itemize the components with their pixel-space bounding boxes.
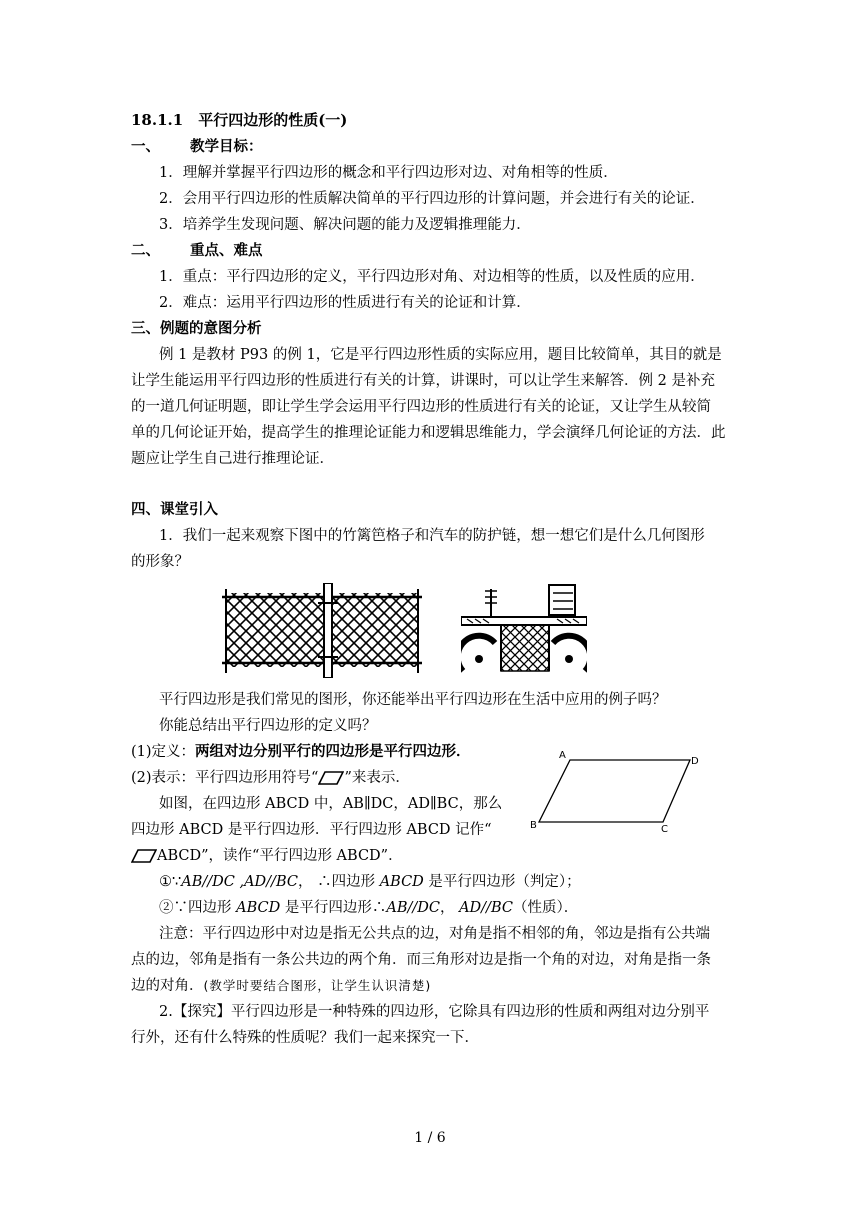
prompt-line-1: 平行四边形是我们常见的图形，你还能举出平行四边形在生活中应用的例子吗？ (159, 692, 667, 708)
therefore-text: ， ∴四边形 (297, 874, 380, 890)
property-ad-bc: AD//BC (459, 900, 513, 916)
example-line-2: 四边形 ABCD 是平行四边形．平行四边形 ABCD 记作“ (131, 822, 492, 838)
representation-end: ”来表示． (344, 770, 410, 786)
definition-text: 两组对边分别平行的四边形是平行四边形． (195, 743, 471, 760)
section-1-number: 一、 (131, 138, 160, 155)
property-middle: 是平行四边形∴ (280, 900, 387, 916)
analysis-line-1: 例 1 是教材 P93 的例 1，它是平行四边形性质的实际应用，题目比较简单，其目的就是 (159, 347, 722, 363)
definition-label: (1)定义： (131, 744, 196, 760)
definition (131, 742, 471, 762)
truck-chain-image (461, 583, 587, 675)
section-2-heading: 重点、难点 (190, 242, 263, 259)
page-number: 1 / 6 (414, 1130, 446, 1146)
note-line-3 (131, 976, 431, 996)
key-point-2: 2．难点：运用平行四边形的性质进行有关的论证和计算． (159, 295, 531, 311)
explore-line-1: 2.【探究】平行四边形是一种特殊的四边形，它除具有四边形的性质和两组对边分别平 (159, 1004, 710, 1020)
parallelogram-symbol-icon (318, 771, 344, 785)
property-prefix: ②∵四边形 (159, 900, 237, 916)
note-line-3-text: 边的对角． (131, 978, 204, 994)
prompt-line-2: 你能总结出平行四边形的定义吗？ (159, 718, 377, 734)
vertex-d-label: D (691, 756, 699, 767)
vertex-b-label: B (530, 820, 537, 831)
key-point-1: 1．重点：平行四边形的定义，平行四边形对角、对边相等的性质，以及性质的应用． (159, 269, 705, 285)
property-sep: ， (439, 900, 460, 916)
page-title: 18.1.1 平行四边形的性质(一) (131, 111, 348, 129)
bamboo-fence-image (222, 583, 422, 678)
property-ab-dc: AB//DC (386, 900, 440, 916)
representation (131, 768, 410, 788)
example-line-1: 如图，在四边形 ABCD 中，AB∥DC，AD∥BC，那么 (159, 796, 503, 812)
property-line (159, 898, 578, 918)
section-2-number: 二、 (131, 242, 160, 259)
representation-label: (2)表示：平行四边形用符号“ (131, 770, 319, 786)
question-1-line-2: 的形象？ (131, 554, 189, 570)
note-line-1: 注意：平行四边形中对边是指无公共点的边，对角是指不相邻的角，邻边是指有公共端 (159, 926, 710, 942)
judgment-condition: AB//DC ,AD//BC (181, 874, 298, 890)
judgment-line (159, 872, 581, 892)
analysis-line-2: 让学生能运用平行四边形的性质进行有关的计算，讲课时，可以让学生来解答．例 2 是补充 (131, 373, 715, 389)
parallelogram-symbol-icon (131, 849, 157, 863)
property-abcd: ABCD (236, 900, 281, 916)
objective-3: 3．培养学生发现问题、解决问题的能力及逻辑推理能力． (159, 217, 531, 233)
judgment-result: 是平行四边形（判定）； (423, 874, 581, 890)
because-symbol: ①∵ (159, 874, 182, 890)
objective-2: 2．会用平行四边形的性质解决简单的平行四边形的计算问题，并会进行有关的论证． (159, 191, 705, 207)
property-suffix: （性质）． (512, 900, 579, 916)
vertex-c-label: C (661, 824, 668, 835)
analysis-line-4: 单的几何论证开始，提高学生的推理论证能力和逻辑思维能力，学会演绎几何论证的方法．此 (131, 425, 726, 441)
example-line-3-text: ABCD”，读作“平行四边形 ABCD”． (157, 848, 403, 864)
note-line-2: 点的边，邻角是指有一条公共边的两个角．而三角形对边是指一个角的对边，对角是指一条 (131, 952, 711, 968)
teaching-tip: (教学时要结合图形，让学生认识清楚) (203, 978, 432, 993)
question-1-line-1: 1．我们一起来观察下图中的竹篱笆格子和汽车的防护链，想一想它们是什么几何图形 (159, 528, 705, 544)
analysis-line-3: 的一道几何证明题，即让学生学会运用平行四边形的性质进行有关的论证，又让学生从较简 (131, 399, 711, 415)
vertex-a-label: A (559, 750, 566, 761)
judgment-abcd: ABCD (379, 874, 424, 890)
parallelogram-figure (527, 744, 707, 836)
analysis-line-5: 题应让学生自己进行推理论证． (131, 451, 334, 467)
section-3-heading: 三、例题的意图分析 (131, 320, 262, 337)
section-1-heading: 教学目标： (190, 138, 263, 155)
explore-line-2: 行外，还有什么特殊的性质呢？我们一起来探究一下． (131, 1030, 479, 1046)
objective-1: 1．理解并掌握平行四边形的概念和平行四边形对边、对角相等的性质． (159, 165, 618, 181)
example-line-3 (131, 846, 403, 866)
section-4-heading: 四、课堂引入 (131, 501, 218, 518)
